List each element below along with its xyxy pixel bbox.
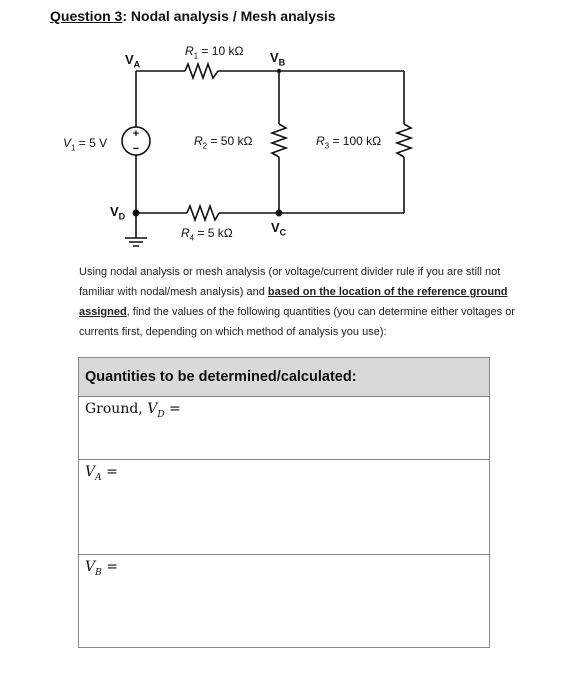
answer-cell-vb[interactable]: $V_B$ = <box>79 555 490 648</box>
label-node-b: $V_B$ <box>270 50 286 68</box>
answer-cell-va[interactable]: $V_A$ = <box>79 460 490 555</box>
label-node-d: $V_D$ <box>110 204 126 222</box>
source-plus-sign: + <box>132 128 140 140</box>
instructions-text-2: , find the values of the following quantities (you can determine either voltages or currents first, depending on which method of analysis you use): <box>79 306 515 338</box>
resistor-r4 <box>187 206 219 220</box>
label-r4: $R_4 = 5$ kΩ <box>181 226 233 243</box>
resistor-r3 <box>397 124 411 157</box>
question-topic: : Nodal analysis / Mesh analysis <box>122 8 336 24</box>
instructions-text-1: Using nodal analysis or mesh analysis (or voltage/current divider rule if you are still not familiar with nodal/mesh analysis) and <box>79 266 501 298</box>
answer-cell-vd[interactable]: Ground, $V_D$ = <box>79 397 490 460</box>
instructions-paragraph <box>79 262 537 342</box>
question-number: Question 3 <box>50 8 123 24</box>
quantities-table <box>78 357 490 648</box>
label-node-a: $V_A$ <box>125 52 141 70</box>
node-c-dot <box>276 210 283 217</box>
node-d-dot <box>133 210 140 217</box>
resistor-r2 <box>272 124 286 157</box>
source-minus-sign: − <box>132 143 140 155</box>
instructions-emphasis: based on the location of the reference ground assigned <box>79 286 508 318</box>
label-r2: $R_2 = 50$ kΩ <box>194 134 253 151</box>
label-r1: $R_1 = 10$ kΩ <box>185 44 244 61</box>
label-node-c: $V_C$ <box>271 220 287 238</box>
label-r3: $R_3 = 100$ kΩ <box>316 134 382 151</box>
label-source-v1: $V_1 = 5$ V <box>63 136 108 153</box>
resistor-r1 <box>185 64 218 78</box>
quantities-table-header: Quantities to be determined/calculated: <box>79 358 490 397</box>
ground-symbol <box>125 238 147 246</box>
circuit-diagram <box>0 0 588 260</box>
node-b-dot <box>277 69 281 73</box>
